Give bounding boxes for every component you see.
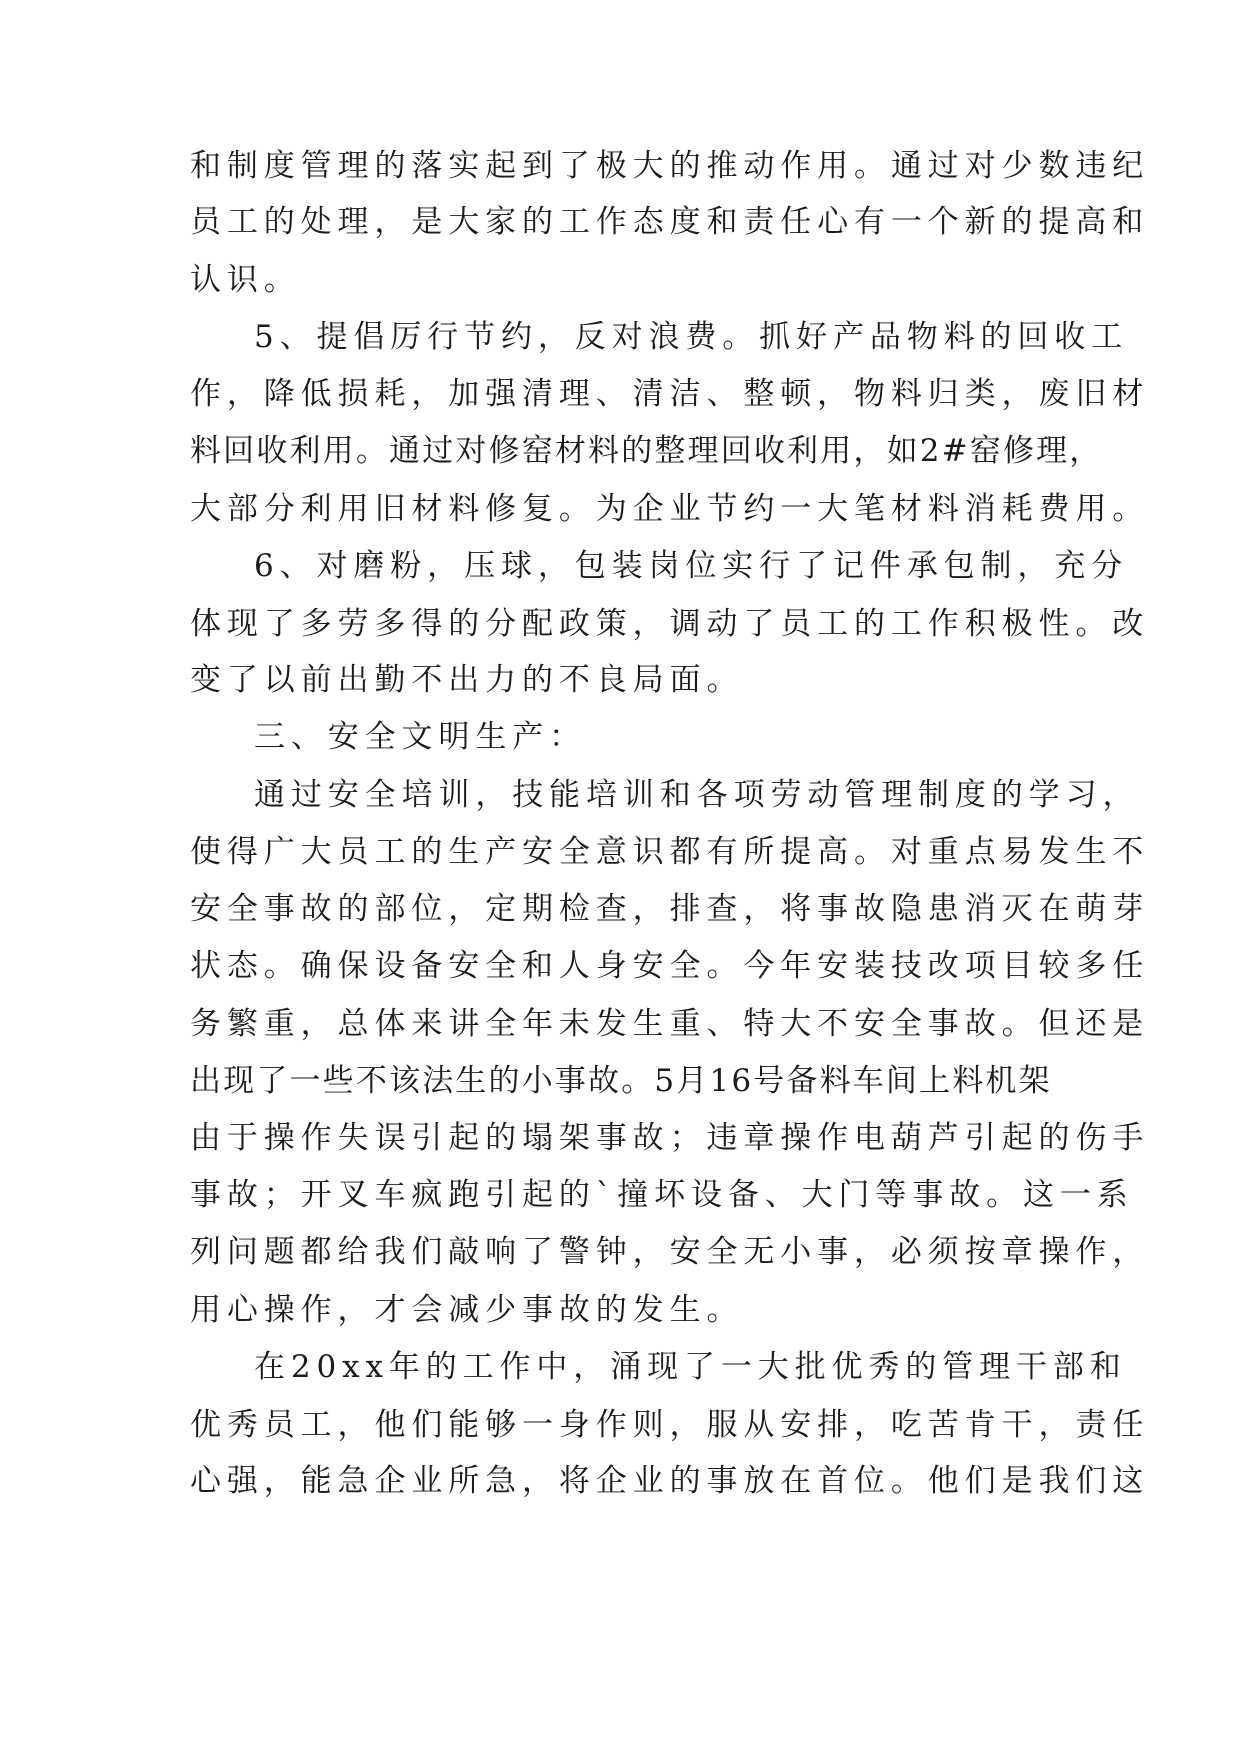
section-heading: 三、安全文明生产：: [254, 719, 587, 755]
text-line: 大部分利用旧材料修复。为企业节约一大笔材料消耗费用。: [190, 491, 1150, 527]
text-line: 员工的处理，是大家的工作态度和责任心有一个新的提高和: [190, 204, 1150, 240]
text-line: 作，降低损耗，加强清理、清洁、整顿，物料归类，废旧材: [190, 376, 1150, 412]
text-line: 优秀员工，他们能够一身作则，服从安排，吃苦肯干，责任: [190, 1407, 1150, 1443]
text-line: 心强，能急企业所急，将企业的事放在首位。他们是我们这: [190, 1463, 1150, 1499]
text-line: 6、对磨粉，压球，包装岗位实行了记件承包制，充分: [254, 548, 1129, 584]
text-line: 用心操作，才会减少事故的发生。: [190, 1292, 744, 1328]
text-line: 由于操作失误引起的塌架事故；违章操作电葫芦引起的伤手: [190, 1120, 1150, 1156]
text-line: 务繁重，总体来讲全年未发生重、特大不安全事故。但还是: [190, 1006, 1150, 1042]
text-line: 在20xx年的工作中，涌现了一大批优秀的管理干部和: [254, 1349, 1127, 1385]
text-line: 状态。确保设备安全和人身安全。今年安装技改项目较多任: [190, 948, 1150, 984]
text-line: 5、提倡厉行节约，反对浪费。抓好产品物料的回收工: [254, 319, 1129, 355]
text-line: 认识。: [190, 262, 301, 298]
text-line: 事故；开叉车疯跑引起的`撞坏设备、大门等事故。这一系: [190, 1177, 1134, 1213]
text-line: 出现了一些不该法生的小事故。5月16号备料车间上料机架: [190, 1063, 1052, 1099]
text-line: 体现了多劳多得的分配政策，调动了员工的工作积极性。改: [190, 606, 1150, 642]
text-line: 使得广大员工的生产安全意识都有所提高。对重点易发生不: [190, 834, 1150, 870]
text-line: 通过安全培训，技能培训和各项劳动管理制度的学习，: [254, 777, 1140, 813]
text-line: 料回收利用。通过对修窑材料的整理回收利用，如2#窑修理，: [190, 433, 1103, 469]
text-line: 变了以前出勤不出力的不良局面。: [190, 662, 744, 698]
text-line: 列问题都给我们敲响了警钟，安全无小事，必须按章操作，: [190, 1234, 1150, 1270]
text-line: 安全事故的部位，定期检查，排查，将事故隐患消灭在萌芽: [190, 891, 1150, 927]
text-line: 和制度管理的落实起到了极大的推动作用。通过对少数违纪: [190, 148, 1150, 184]
